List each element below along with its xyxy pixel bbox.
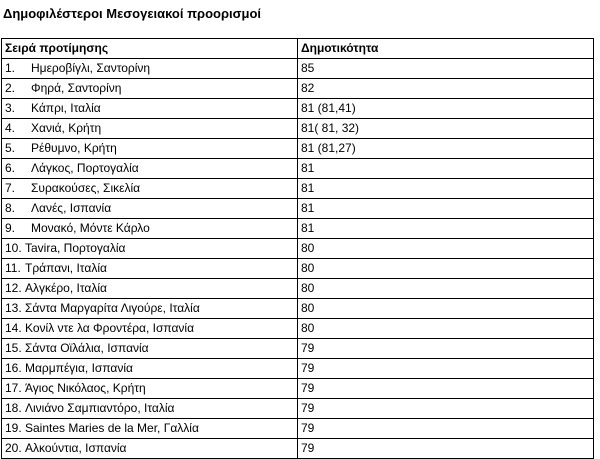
rank-number: 8. — [5, 201, 16, 215]
popularity-cell: 79 — [298, 419, 594, 439]
rank-cell — [2, 419, 298, 439]
table-row — [2, 79, 594, 99]
table-row — [2, 99, 594, 119]
rank-cell — [2, 99, 298, 119]
rank-cell — [2, 319, 298, 339]
table-row — [2, 179, 594, 199]
popularity-cell: 79 — [298, 359, 594, 379]
popularity-cell: 81( 81, 32) — [298, 119, 594, 139]
table-row — [2, 299, 594, 319]
popularity-cell: 80 — [298, 319, 594, 339]
popularity-cell: 85 — [298, 59, 594, 79]
destination-name: Χανιά, Κρήτη — [31, 121, 102, 135]
rank-number: 18. — [5, 401, 22, 415]
rank-cell — [2, 179, 298, 199]
rank-number: 2. — [5, 81, 16, 95]
rank-number: 10. — [5, 241, 22, 255]
rank-cell — [2, 139, 298, 159]
destination-name: Μονακό, Μόντε Κάρλο — [31, 221, 150, 235]
destination-name: Λάγκος, Πορτογαλία — [31, 161, 139, 175]
rank-number: 1. — [5, 61, 16, 75]
table-row — [2, 239, 594, 259]
destination-name: Ημεροβίγλι, Σαντορίνη — [31, 61, 151, 75]
table-body — [2, 59, 594, 459]
table-row — [2, 159, 594, 179]
table-row — [2, 379, 594, 399]
rank-number: 16. — [5, 361, 22, 375]
destination-name: Σάντα Μαργαρίτα Λιγούρε, Ιταλία — [25, 301, 200, 315]
destination-name: Τράπανι, Ιταλία — [25, 261, 107, 275]
destination-name: Tavira, Πορτογαλία — [25, 241, 126, 255]
destination-name: Ρέθυμνο, Κρήτη — [31, 141, 117, 155]
table-row — [2, 259, 594, 279]
destination-name: Σάντα Οϊλάλια, Ισπανία — [25, 341, 149, 355]
rank-cell — [2, 119, 298, 139]
rank-number: 6. — [5, 161, 16, 175]
column-header-rank: Σειρά προτίμησης — [2, 39, 298, 59]
popularity-cell: 81 — [298, 199, 594, 219]
rank-number: 19. — [5, 421, 22, 435]
table-row — [2, 319, 594, 339]
rank-cell — [2, 339, 298, 359]
rank-number: 17. — [5, 381, 22, 395]
destination-name: Λανές, Ισπανία — [31, 201, 112, 215]
popularity-cell: 80 — [298, 239, 594, 259]
destination-name: Μαρμπέγια, Ισπανία — [25, 361, 133, 375]
popularity-cell: 79 — [298, 379, 594, 399]
page-title: Δημοφιλέστεροι Μεσογειακοί προορισμοί — [3, 6, 262, 21]
popularity-cell: 80 — [298, 259, 594, 279]
destination-name: Κάπρι, Ιταλία — [31, 101, 101, 115]
table-row — [2, 359, 594, 379]
rank-number: 7. — [5, 181, 16, 195]
table-row — [2, 419, 594, 439]
table-row — [2, 339, 594, 359]
table-row — [2, 439, 594, 459]
rank-number: 4. — [5, 121, 16, 135]
table-row — [2, 59, 594, 79]
table-row — [2, 119, 594, 139]
rank-cell — [2, 239, 298, 259]
rank-cell — [2, 59, 298, 79]
popularity-cell: 79 — [298, 439, 594, 459]
column-header-popularity: Δημοτικότητα — [298, 39, 594, 59]
popularity-cell: 79 — [298, 399, 594, 419]
popularity-cell: 82 — [298, 79, 594, 99]
popularity-cell: 81 — [298, 219, 594, 239]
table-row — [2, 399, 594, 419]
rank-cell — [2, 399, 298, 419]
rank-number: 9. — [5, 221, 16, 235]
destination-name: Αλκούντια, Ισπανία — [25, 441, 127, 455]
popularity-cell: 79 — [298, 339, 594, 359]
rank-cell — [2, 199, 298, 219]
rank-cell — [2, 439, 298, 459]
rank-cell — [2, 219, 298, 239]
table-row — [2, 139, 594, 159]
destination-name: Φηρά, Σαντορίνη — [31, 81, 122, 95]
table-row — [2, 199, 594, 219]
rank-cell — [2, 259, 298, 279]
rank-number: 14. — [5, 321, 22, 335]
popularity-cell: 81 — [298, 159, 594, 179]
table-row — [2, 219, 594, 239]
rank-cell — [2, 159, 298, 179]
rank-cell — [2, 299, 298, 319]
popularity-cell: 80 — [298, 279, 594, 299]
rank-cell — [2, 359, 298, 379]
table-header-row — [2, 39, 594, 59]
rank-cell — [2, 379, 298, 399]
table-row — [2, 279, 594, 299]
destination-name: Συρακούσες, Σικελία — [31, 181, 141, 195]
rank-number: 13. — [5, 301, 22, 315]
destinations-table — [1, 38, 594, 459]
rank-number: 12. — [5, 281, 22, 295]
popularity-cell: 81 (81,41) — [298, 99, 594, 119]
rank-cell — [2, 79, 298, 99]
destination-name: Αλγκέρο, Ιταλία — [25, 281, 107, 295]
destination-name: Άγιος Νικόλαος, Κρήτη — [25, 381, 146, 395]
rank-number: 5. — [5, 141, 16, 155]
popularity-cell: 81 — [298, 179, 594, 199]
rank-number: 3. — [5, 101, 16, 115]
destination-name: Saintes Maries de la Mer, Γαλλία — [25, 421, 199, 435]
popularity-cell: 81 (81,27) — [298, 139, 594, 159]
destination-name: Λινιάνο Σαμπιαντόρο, Ιταλία — [25, 401, 175, 415]
popularity-cell: 80 — [298, 299, 594, 319]
destination-name: Κονίλ ντε λα Φροντέρα, Ισπανία — [25, 321, 195, 335]
rank-number: 20. — [5, 441, 22, 455]
rank-number: 15. — [5, 341, 22, 355]
rank-number: 11. — [5, 261, 21, 275]
rank-cell — [2, 279, 298, 299]
